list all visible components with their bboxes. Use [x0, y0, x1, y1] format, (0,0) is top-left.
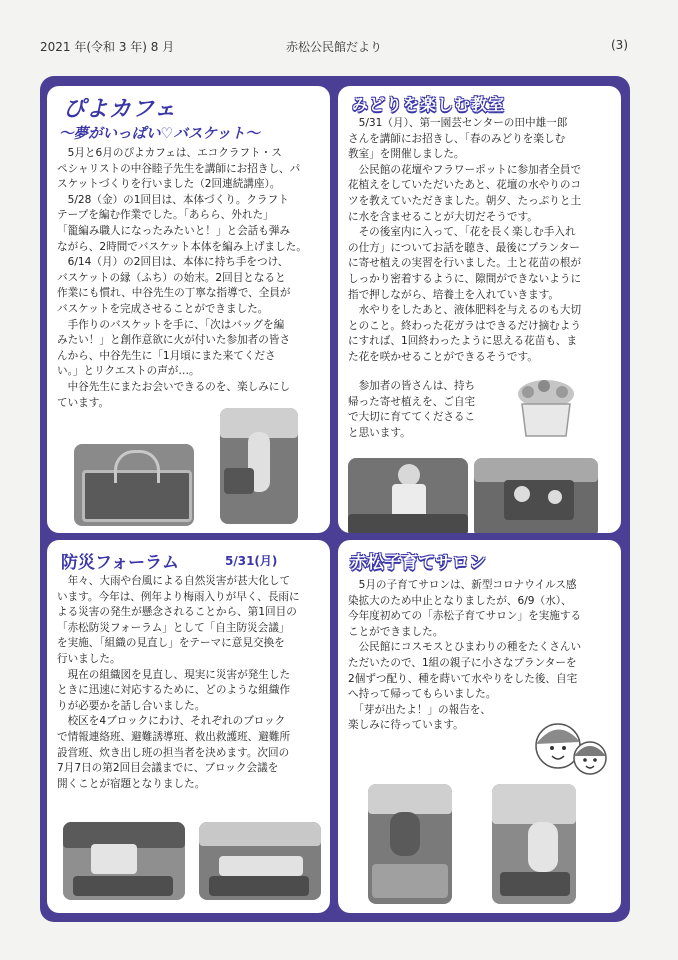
issue-date: 2021 年(令和 3 年) 8 月 [40, 40, 175, 54]
midori-body: 5/31（月）、第一園芸センターの田中雄一郎 さんを講師にお招きし、「春のみどりを楽しむ 教室」を開催しました。 公民館の花壇やフラワーポットに参加者全員で 花植えをしていただいたあと、花壇の水やりのコ ツを教えていただきました。朝夕、たっぷりと土 に水を含ませることが大切だそうです。 その後室内に入って、「花を長く楽しむ手入れ の仕方」についてお話を聴き、最後にプランター に寄せ植えの実習を行いました。土と花苗の根が しっかり密着するように、隙間ができないように 指で押しながら、培養土を入れていきます。 水やりをしたあと、液体肥料を与えるのも大切 とのこと。終わった花ガラはできるだけ摘むよう にすれば、1回終わったように思える花苗も、ま た花を咲かせることができるそうです。 [348, 117, 582, 363]
basket-photo [74, 444, 194, 526]
page-header [40, 38, 628, 62]
midori-closing: 参加者の皆さんは、持ち 帰った寄せ植えを、ご自宅 で大切に育ててくださるこ と思います。 [348, 380, 476, 439]
salon-title: 赤松子育てサロン [350, 553, 486, 573]
bousai-body: 年々、大雨や台風による自然災害が甚大化して います。今年は、例年より梅雨入りが早く、長雨に よる災害の発生が懸念されることから、第1回目の 「赤松防災フォーラム」として「自主防災会議」 を実施、「組織の見直し」をテーマに意見交換を 行いました。 現在の組織図を見直し、現実に災害が発生した ときに迅速に対応するために、どのような組織作 りが必要かを話し合いました。 校区を4ブロックにわけ、それぞれのブロック で情報連絡班、避難誘導班、救出救護班、避難所 設営班、炊き出し班の担当者を決めます。次回の 7月7日の第2回目会議までに、ブロック会議を 開くことが宿題となりました。 [57, 575, 300, 790]
planting-photo-1 [348, 458, 468, 533]
planter-illustration [514, 378, 578, 440]
forum-photo-1 [63, 822, 185, 900]
planting-photo-2 [474, 458, 598, 533]
midori-article [338, 86, 621, 533]
bousai-title: 防災フォーラム [61, 553, 179, 573]
salon-photo-2 [492, 784, 576, 904]
bousai-article [47, 540, 330, 913]
piyo-cafe-subtitle: ～夢がいっぱい♡バスケット～ [59, 126, 260, 142]
midori-title: みどりを楽しむ教室 [352, 95, 506, 114]
piyo-cafe-body: 5月と6月のぴよカフェは、エコクラフト・ス ペシャリストの中谷睦子先生を講師にお招きし、パ スケットづくりを行いました（2回連続講座）。 5/28（金）の1回目は、本体づくり。クラフト テープを編む作業でした。「あらら、外れた」 「籠編み職人になったみたいと！」と会話も弾み ながら、2時間でバスケット本体を編み上げました。 6/14（月）の2回目は、本体に持ち手をつけ、 バスケットの縁（ふち）の始末。2回目となると 作業にも慣れ、中谷先生の丁寧な指導で、全員が バスケットを完成させることができました。 手作りのバスケットを手に、「次はバッグを編 みたい！」と創作意欲に火が付いた参加者の皆さ んから、中谷先生に「1月頃にまた来てくださ い。」とリクエストの声が…。 中谷先生にまたお会いできるのを、楽しみにし ています。 [57, 147, 307, 409]
salon-article [338, 540, 621, 913]
piyo-cafe-title: ぴよカフェ [63, 97, 177, 122]
newsletter-title: 赤松公民館だより [285, 40, 382, 54]
salon-photo-1 [368, 784, 452, 904]
forum-photo-2 [199, 822, 321, 900]
parent-child-illustration [528, 718, 612, 782]
bousai-date: 5/31(月) [225, 554, 278, 568]
page-number: (3) [611, 38, 628, 52]
piyo-cafe-article [47, 86, 330, 533]
workshop-photo [220, 408, 298, 524]
salon-body: 5月の子育てサロンは、新型コロナウイルス感 染拡大のため中止となりましたが、6/9（水）、 今年度初めての「赤松子育てサロン」を実施する ことができました。 公民館にコスモスとひまわりの種をたくさんい ただいたので、1組の親子に小さなプランターを 2個ずつ配り、種を蒔いて水やりをした後、自宅 へ持って帰ってもらいました。 「芽が出たよ！」の報告を、 楽しみに待っています。 [348, 579, 582, 732]
